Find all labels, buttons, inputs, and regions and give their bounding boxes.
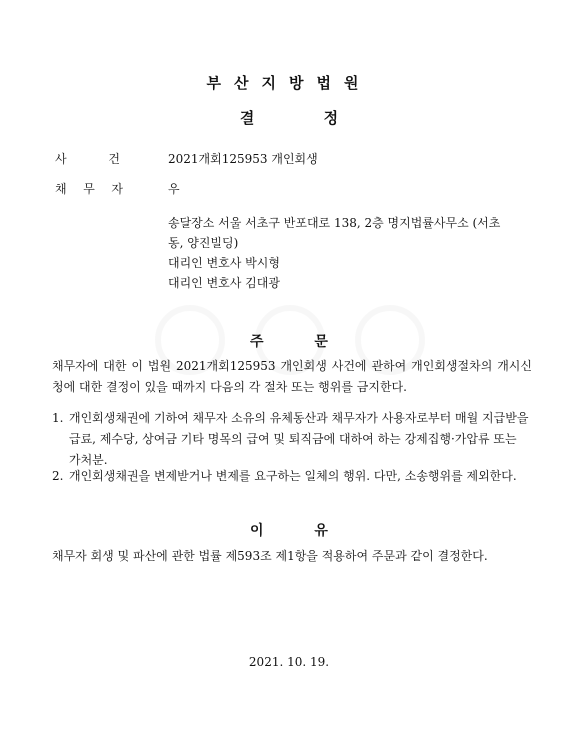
order-heading: 주 문	[250, 334, 328, 350]
attorney-2: 대리인 변호사 김대광	[168, 276, 280, 290]
case-label-char: 건	[108, 152, 120, 166]
reason-heading: 이 유	[250, 523, 328, 539]
reason-text: 채무자 회생 및 파산에 관한 법률 제593조 제1항을 적용하여 주문과 같이 결정한다.	[52, 549, 488, 563]
debtor-label	[55, 180, 123, 197]
debtor-name: 우	[168, 182, 180, 196]
order-item-1	[52, 408, 530, 471]
case-label-char: 사	[55, 152, 67, 166]
court-name: 부산지방법원	[206, 74, 372, 92]
attorney-1: 대리인 변호사 박시형	[168, 256, 280, 270]
decision-date: 2021. 10. 19.	[248, 655, 330, 669]
order-item-text: 개인회생채권에 기하여 채무자 소유의 유체동산과 채무자가 사용자로부터 매월 지급받을 급료, 제수당, 상여금 기타 명목의 급여 및 퇴직금에 대하여 하는 강제집행·가압류 또는 가처분.	[69, 411, 529, 467]
order-item-text: 개인회생채권을 변제받거나 변제를 요구하는 일체의 행위. 다만, 소송행위를 제외한다.	[69, 469, 517, 483]
order-item-number: 1.	[52, 411, 64, 425]
debtor-label-char: 자	[111, 182, 123, 196]
case-number: 2021개회125953 개인회생	[168, 152, 318, 166]
order-intro: 채무자에 대한 이 법원 2021개회125953 개인회생 사건에 관하여 개인회생절차의 개시신청에 대한 결정이 있을 때까지 다음의 각 절차 또는 행위를 금지한다.	[52, 359, 532, 394]
case-label	[55, 150, 120, 167]
order-item-number: 2.	[52, 469, 64, 483]
order-item-2	[52, 466, 530, 487]
document-type: 결 정	[239, 109, 339, 127]
service-address-line1: 송달장소 서울 서초구 반포대로 138, 2층 명지법률사무소 (서초	[168, 216, 501, 230]
debtor-label-char: 무	[83, 182, 95, 196]
debtor-label-char: 채	[55, 182, 67, 196]
service-address-line2: 동, 양진빌딩)	[168, 236, 239, 250]
